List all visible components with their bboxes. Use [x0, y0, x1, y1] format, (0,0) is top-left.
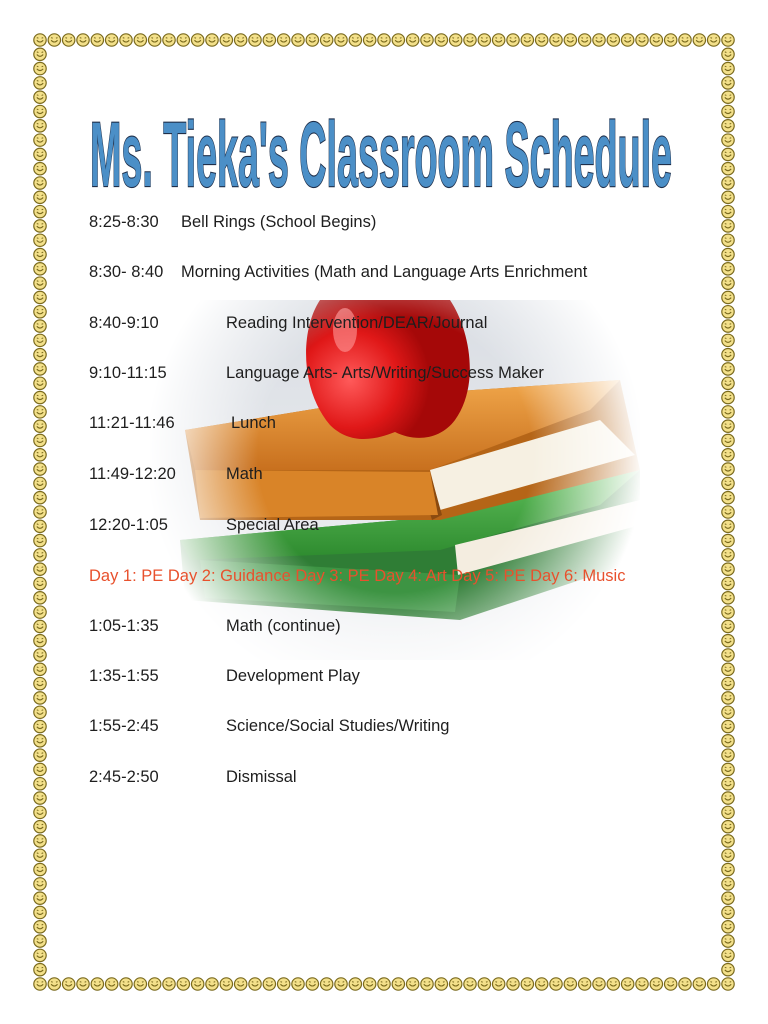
page-title: [88, 92, 688, 204]
page-title-text: Ms. Tieka's Classroom Schedule: [90, 104, 672, 204]
special-area-note: Day 1: PE Day 2: Guidance Day 3: PE Day 4: Art Day 5: PE Day 6: Music: [89, 567, 626, 585]
schedule-activity: Morning Activities (Math and Language Arts Enrichment: [181, 263, 588, 281]
schedule-activity: Language Arts- Arts/Writing/Success Maker: [226, 364, 544, 382]
schedule-activity: Special Area: [226, 516, 319, 534]
schedule-activity: Bell Rings (School Begins): [181, 213, 377, 231]
schedule-time: 9:10-11:15: [89, 364, 167, 382]
schedule-activity: Dismissal: [226, 768, 297, 786]
schedule-time: 12:20-1:05: [89, 516, 168, 534]
schedule-time: 1:55-2:45: [89, 717, 159, 735]
schedule-time: 8:25-8:30: [89, 213, 159, 231]
schedule-time: 2:45-2:50: [89, 768, 159, 786]
schedule-activity: Lunch: [231, 414, 276, 432]
schedule-activity: Math (continue): [226, 617, 341, 635]
schedule-time: 11:21-11:46: [89, 414, 175, 432]
schedule-time: 11:49-12:20: [89, 465, 176, 483]
schedule-activity: Science/Social Studies/Writing: [226, 717, 450, 735]
schedule-time: 8:30- 8:40: [89, 263, 164, 281]
schedule-time: 1:05-1:35: [89, 617, 159, 635]
schedule-time: 8:40-9:10: [89, 314, 159, 332]
schedule-activity: Math: [226, 465, 263, 483]
schedule-activity: Reading Intervention/DEAR/Journal: [226, 314, 488, 332]
schedule-activity: Development Play: [226, 667, 360, 685]
schedule-time: 1:35-1:55: [89, 667, 159, 685]
